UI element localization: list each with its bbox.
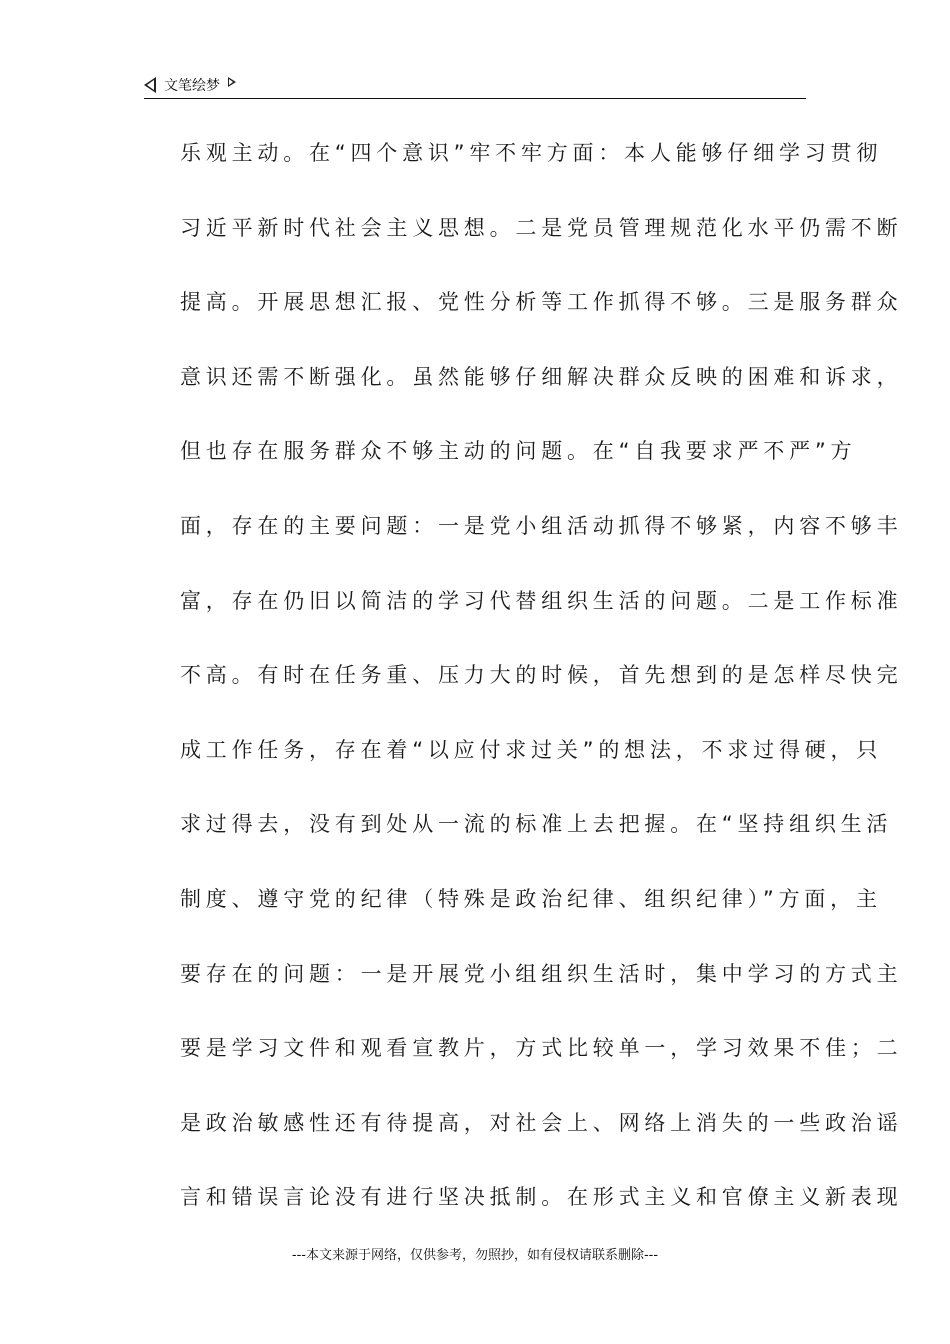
left-triangle-icon xyxy=(144,77,156,93)
text-line: 乐观主动。在“四个意识”牢不牢方面：本人能够仔细学习贯彻 xyxy=(180,141,883,165)
text-line: 意识还需不断强化。虽然能够仔细解决群众反映的困难和诉求， xyxy=(180,364,903,389)
text-line: 要是学习文件和观看宣教片，方式比较单一，学习效果不佳；二 xyxy=(180,1036,903,1061)
right-triangle-icon xyxy=(228,77,236,87)
text-line: 言和错误言论没有进行坚决抵制。在形式主义和官僚主义新表现 xyxy=(180,1185,903,1210)
text-line: 富，存在仍旧以简洁的学习代替组织生活的问题。二是工作标准 xyxy=(180,588,903,613)
text-line: 不高。有时在任务重、压力大的时候，首先想到的是怎样尽快完 xyxy=(180,663,903,688)
text-line: 习近平新时代社会主义思想。二是党员管理规范化水平仍需不断 xyxy=(180,215,903,240)
text-line: 制度、遵守党的纪律（特殊是政治纪律、组织纪律）”方面，主 xyxy=(180,886,882,911)
text-line: 但也存在服务群众不够主动的问题。在“自我要求严不严”方 xyxy=(180,439,857,464)
text-line: 提高。开展思想汇报、党性分析等工作抓得不够。三是服务群众 xyxy=(180,290,903,315)
text-line: 面，存在的主要问题：一是党小组活动抓得不够紧，内容不够丰 xyxy=(180,513,903,538)
text-line: 成工作任务，存在着“以应付求过关”的想法，不求过得硬，只 xyxy=(180,737,883,762)
text-line: 求过得去，没有到处从一流的标准上去把握。在“坚持组织生活 xyxy=(180,812,893,837)
text-line: 要存在的问题：一是开展党小组组织生活时，集中学习的方式主 xyxy=(180,961,903,986)
body-text xyxy=(180,127,903,1246)
page-header xyxy=(144,74,236,96)
header-title: 文笔绘梦 xyxy=(164,78,220,94)
text-line: 是政治敏感性还有待提高，对社会上、网络上消失的一些政治谣 xyxy=(180,1110,903,1135)
header-rule xyxy=(144,98,806,99)
footer-disclaimer: ---本文来源于网络，仅供参考，勿照抄，如有侵权请联系删除--- xyxy=(291,1248,659,1263)
